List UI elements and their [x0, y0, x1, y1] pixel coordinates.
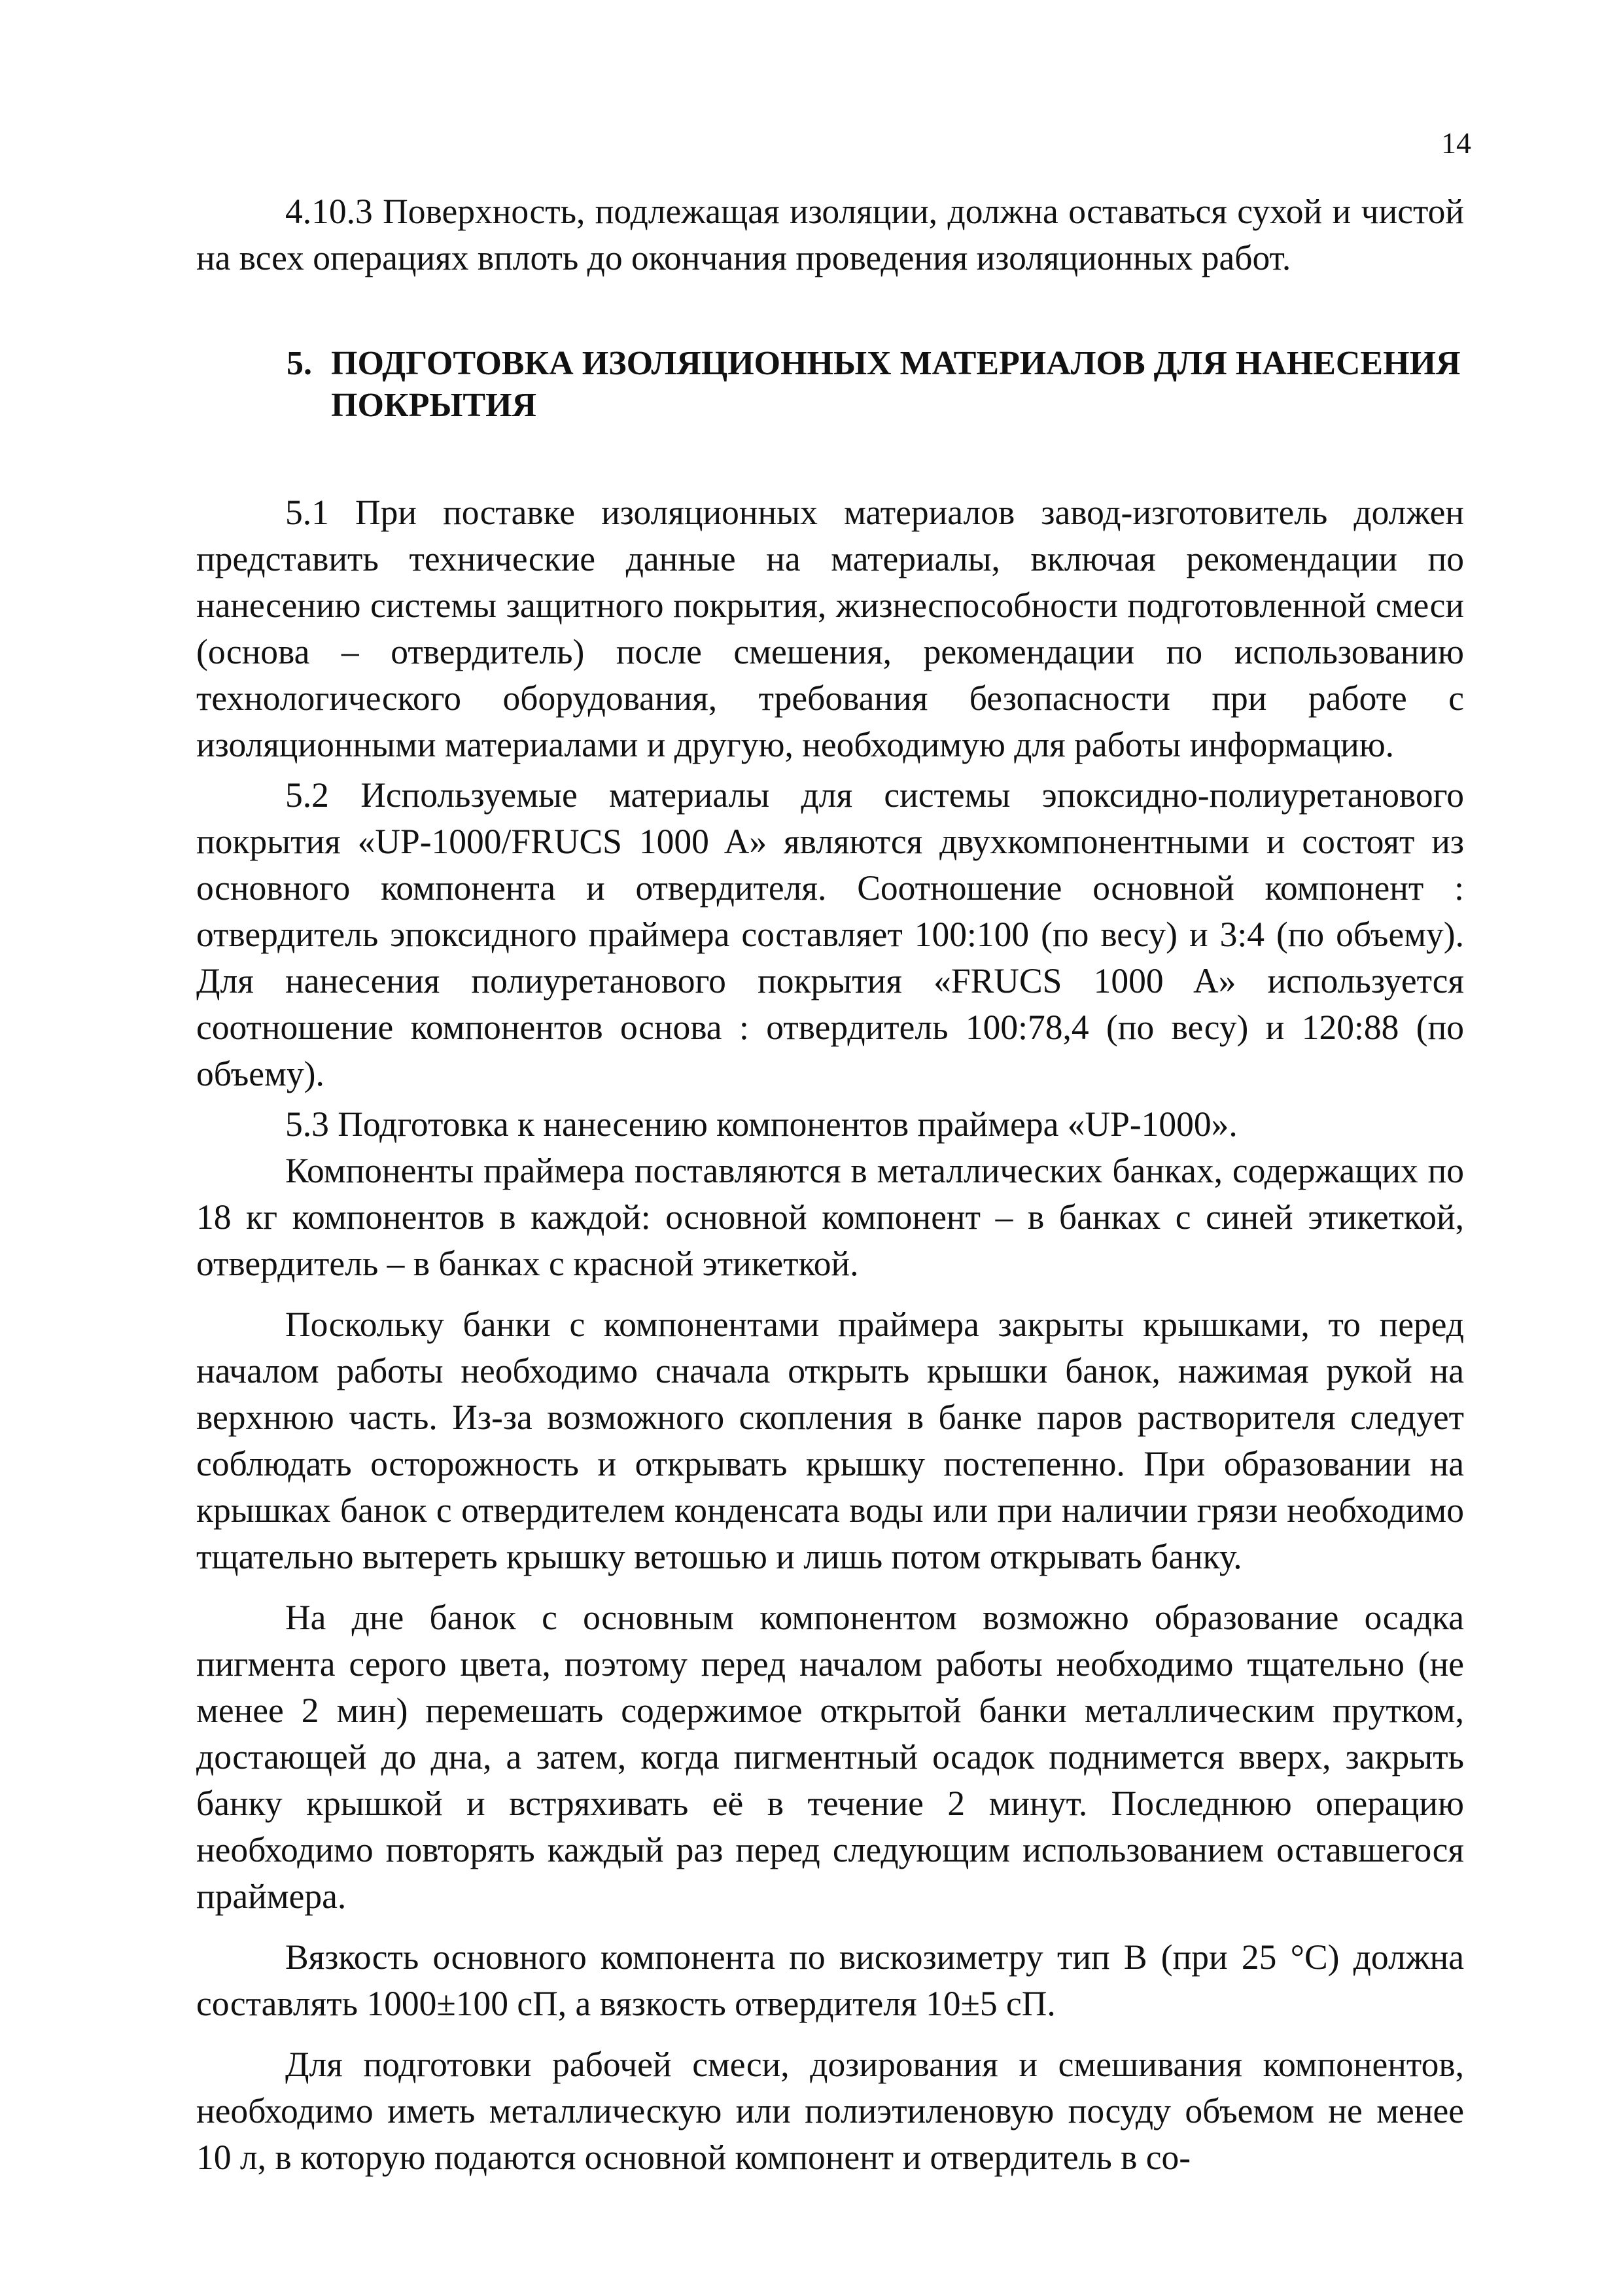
section-title: ПОДГОТОВКА ИЗОЛЯЦИОННЫХ МАТЕРИАЛОВ ДЛЯ НАНЕСЕНИЯ ПОКРЫТИЯ: [331, 345, 1461, 424]
paragraph-4-10-3: 4.10.3 Поверхность, подлежащая изоляции, должна оставаться сухой и чистой на всех операциях вплоть до окончания проведения изоляционных работ.: [196, 192, 1464, 277]
paragraph-5-3: 5.3 Подготовка к нанесению компонентов праймера «UP-1000».: [285, 1104, 1238, 1144]
paragraph-components: Компоненты праймера поставляются в металлических банках, содержащих по 18 кг компонентов в каждой: основной компонент – в банках с синей этикеткой, отвердитель – в банках с красной этикеткой.: [196, 1151, 1464, 1283]
page-number: 14: [1441, 126, 1471, 160]
paragraph-viscosity: Вязкость основного компонента по вискозиметру тип В (при 25 °С) должна составлять 1000±100 сП, а вязкость отвердителя 10±5 сП.: [196, 1937, 1464, 2023]
paragraph-5-1: 5.1 При поставке изоляционных материалов завод-изготовитель должен представить технические данные на материалы, включая рекомендации по нанесению системы защитного покрытия, жизнеспособности подготовленной смеси (основа – отвердитель) после смешения, рекомендации по использованию технологического оборудования, требования безопасности при работе с изоляционными материалами и другую, необходимую для работы информацию.: [196, 493, 1464, 764]
paragraph-working-mix: Для подготовки рабочей смеси, дозирования и смешивания компонентов, необходимо иметь металлическую или полиэтиленовую посуду объемом не менее 10 л, в которую подаются основной компонент и отвердитель в со-: [196, 2045, 1464, 2177]
paragraph-cans-opening: Поскольку банки с компонентами праймера закрыты крышками, то перед началом работы необходимо сначала открыть крышки банок, нажимая рукой на верхнюю часть. Из-за возможного скопления в банке паров растворителя следует соблюдать осторожность и открывать крышку постепенно. При образовании на крышках банок с отвердителем конденсата воды или при наличии грязи необходимо тщательно вытереть крышку ветошью и лишь потом открывать банку.: [196, 1305, 1464, 1576]
section-heading-5: [196, 343, 1464, 427]
page-content: [196, 188, 1464, 2181]
section-number: 5.: [287, 345, 312, 382]
paragraph-5-2: 5.2 Используемые материалы для системы эпоксидно-полиуретанового покрытия «UP-1000/FRUCS 1000 A» являются двухкомпонентными и состоят из основного компонента и отвердителя. Соотношение основной компонент : отвердитель эпоксидного праймера составляет 100:100 (по весу) и 3:4 (по объему). Для нанесения полиуретанового покрытия «FRUCS 1000 A» используется соотношение компонентов основа : отвердитель 100:78,4 (по весу) и 120:88 (по объему).: [196, 775, 1464, 1093]
paragraph-mixing: На дне банок с основным компонентом возможно образование осадка пигмента серого цвета, поэтому перед началом работы необходимо тщательно (не менее 2 мин) перемешать содержимое открытой банки металлическим прутком, достающей до дна, а затем, когда пигментный осадок поднимется вверх, закрыть банку крышкой и встряхивать её в течение 2 минут. Последнюю операцию необходимо повторять каждый раз перед следующим использованием оставшегося праймера.: [196, 1598, 1464, 1916]
